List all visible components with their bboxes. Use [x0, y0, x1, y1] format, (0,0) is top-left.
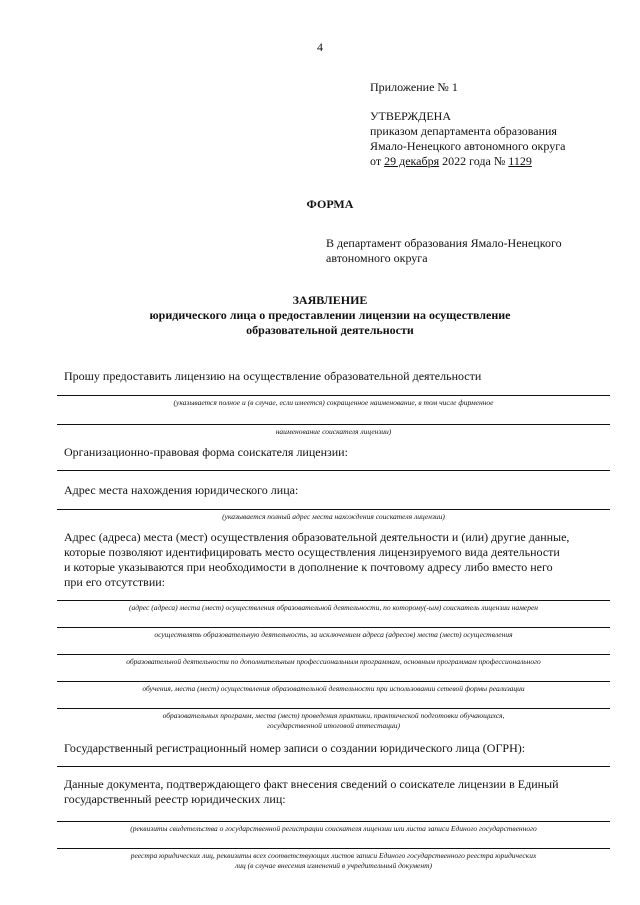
request-text: Прошу предоставить лицензию на осуществление образовательной деятельности	[64, 369, 482, 383]
date-prefix: от	[370, 154, 385, 168]
addressee-line-2: автономного округа	[326, 251, 428, 265]
egrul-caption-2b: лиц (в случае внесения изменений в учредительный документ)	[234, 861, 433, 870]
address-text: Адрес места нахождения юридического лица:	[64, 483, 299, 497]
places-line-3: и которые указываются при необходимости в дополнение к почтовому адресу либо вместо него	[64, 560, 553, 574]
places-text	[64, 530, 604, 590]
addressee-line-1: В департамент образования Ямало-Ненецкого	[326, 236, 562, 250]
year-prefix: 2022 года №	[439, 154, 509, 168]
approval-line-1: приказом департамента образования	[370, 124, 557, 138]
approval-number: 1129	[508, 154, 532, 168]
form-label: ФОРМА	[306, 197, 354, 211]
appendix-label: Приложение № 1	[370, 80, 458, 94]
places-fill-line-3	[57, 654, 610, 655]
title-line-1: ЗАЯВЛЕНИЕ	[292, 293, 368, 307]
title-line-3: образовательной деятельности	[246, 323, 414, 337]
places-fill-line-1	[57, 600, 610, 601]
ogrn-text: Государственный регистрационный номер записи о создании юридического лица (ОГРН):	[64, 741, 526, 755]
ogrn-fill-line	[57, 766, 610, 767]
approval-date-line	[370, 154, 565, 169]
page-number: 4	[317, 40, 323, 54]
address-fill-line	[57, 509, 610, 510]
request-caption-2: наименование соискателя лицензии)	[275, 427, 392, 436]
places-caption-2: осуществлять образовательную деятельность, за исключением адреса (адресов) места (мест) осуществления	[154, 630, 513, 639]
approval-line-2: Ямало-Ненецкого автономного округа	[370, 139, 566, 153]
egrul-line-2: государственный реестр юридических лиц:	[64, 792, 286, 806]
places-fill-line-2	[57, 627, 610, 628]
address-caption: (указывается полный адрес места нахождения соискателя лицензии)	[222, 512, 445, 521]
egrul-caption-2	[57, 851, 610, 871]
addressee-block	[326, 236, 588, 266]
places-caption-5a: образовательных программ, места (мест) проведения практики, практической подготовки обучающихся,	[162, 711, 505, 720]
approval-date: 29 декабря	[384, 154, 440, 168]
places-fill-line-4	[57, 681, 610, 682]
egrul-fill-line-1	[57, 821, 610, 822]
places-fill-line-5	[57, 708, 610, 709]
egrul-caption-2a: реестра юридических лиц, реквизиты всех соответствующих листов записи Единого государственного реестра юридических	[130, 851, 537, 860]
request-fill-line	[57, 395, 610, 396]
places-caption-5	[57, 711, 610, 731]
request-caption-1: (указывается полное и (в случае, если имеется) сокращенное наименование, в том числе фирменное	[173, 398, 494, 407]
places-line-1: Адрес (адреса) места (мест) осуществления образовательной деятельности и (или) другие данные,	[64, 530, 570, 544]
places-caption-5b: государственной итоговой аттестации)	[267, 721, 400, 730]
egrul-text	[64, 777, 604, 807]
legal-form-text: Организационно-правовая форма соискателя лицензии:	[64, 445, 348, 459]
places-line-4: при его отсутствии:	[64, 575, 165, 589]
places-caption-4: обучения, места (мест) осуществления образовательной деятельности при использовании сетевой формы реализации	[142, 684, 525, 693]
document-title	[0, 293, 640, 338]
places-caption-3: образовательной деятельности по дополнительным профессиональным программам, основным программам профессионального	[126, 657, 541, 666]
title-line-2: юридического лица о предоставлении лицензии на осуществление	[149, 308, 511, 322]
approved-heading: УТВЕРЖДЕНА	[370, 109, 452, 123]
approval-block	[370, 109, 565, 169]
egrul-fill-line-2	[57, 848, 610, 849]
egrul-caption-1: (реквизиты свидетельства о государственной регистрации соискателя лицензии или листа записи Единого государственного	[130, 824, 537, 833]
legal-form-fill-line	[57, 470, 610, 471]
request-fill-line-2	[57, 424, 610, 425]
places-line-2: которые позволяют идентифицировать место осуществления лицензируемого вида деятельности	[64, 545, 560, 559]
egrul-line-1: Данные документа, подтверждающего факт внесения сведений о соискателе лицензии в Единый	[64, 777, 559, 791]
places-caption-1: (адрес (адреса) места (мест) осуществления образовательной деятельности, по которому(-ым) соискатель лицензии намерен	[128, 603, 539, 612]
